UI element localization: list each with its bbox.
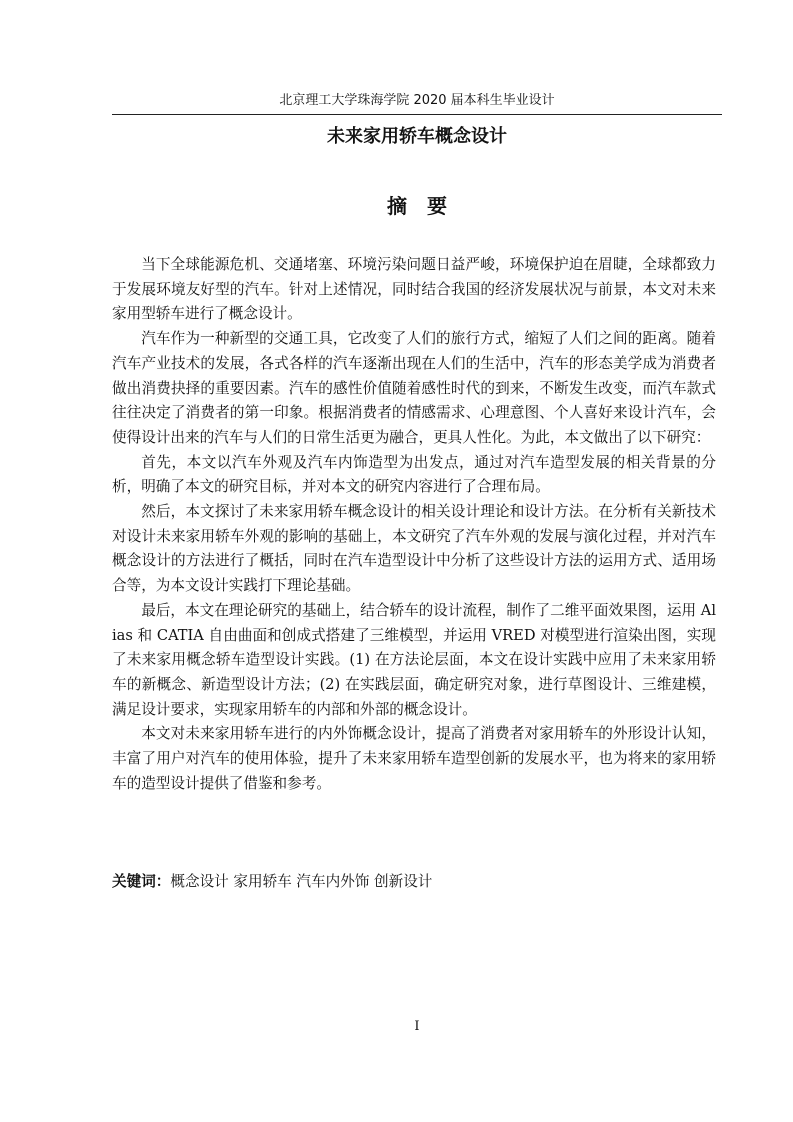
abstract-paragraph: 本文对未来家用轿车进行的内外饰概念设计，提高了消费者对家用轿车的外形设计认知，丰富了用户对汽车的使用体验，提升了未来家用轿车造型创新的发展水平，也为将来的家用轿车的造型设计提供了借鉴和参考。 [112,725,716,792]
abstract-paragraph: 首先，本文以汽车外观及汽车内饰造型为出发点，通过对汽车造型发展的相关背景的分析，明确了本文的研究目标，并对本文的研究内容进行了合理布局。 [112,453,716,496]
abstract-paragraph: 最后，本文在理论研究的基础上，结合轿车的设计流程，制作了二维平面效果图，运用 Alias 和 CATIA 自由曲面和创成式搭建了三维模型，并运用 VRED 对模型进行渲染出图，实现了未来家用概念轿车造型设计实践。(1) 在方法论层面，本文在设计实践中应用了未来家用轿车的新概念、新造型设计方法；(2) 在实践层面，确定研究对象，进行草图设计、三维建模，满足设计要求，实现家用轿车的内部和外部的概念设计。 [112,601,716,718]
header-divider [112,114,722,115]
running-header: 北京理工大学珠海学院 2020 届本科生毕业设计 [279,93,555,108]
keywords-line [112,870,716,894]
page-number: I [414,1019,420,1034]
abstract-paragraph: 当下全球能源危机、交通堵塞、环境污染问题日益严峻，环境保护迫在眉睫，全球都致力于发展环境友好型的汽车。针对上述情况，同时结合我国的经济发展状况与前景，本文对未来家用型轿车进行了概念设计。 [112,256,716,323]
keywords-label: 关键词： [112,873,171,890]
thesis-title: 未来家用轿车概念设计 [327,126,507,147]
keywords-terms: 概念设计 家用轿车 汽车内外饰 创新设计 [170,873,433,890]
abstract-heading: 摘要 [387,194,467,218]
abstract-paragraph: 然后，本文探讨了未来家用轿车概念设计的相关设计理论和设计方法。在分析有关新技术对设计未来家用轿车外观的影响的基础上，本文研究了汽车外观的发展与演化过程，并对汽车概念设计的方法进行了概括，同时在汽车造型设计中分析了这些设计方法的运用方式、适用场合等，为本文设计实践打下理论基础。 [112,503,716,595]
abstract-body [112,253,716,796]
abstract-paragraph: 汽车作为一种新型的交通工具，它改变了人们的旅行方式，缩短了人们之间的距离。随着汽车产业技术的发展，各式各样的汽车逐渐出现在人们的生活中，汽车的形态美学成为消费者做出消费抉择的重要因素。汽车的感性价值随着感性时代的到来，不断发生改变，而汽车款式往往决定了消费者的第一印象。根据消费者的情感需求、心理意图、个人喜好来设计汽车，会使得设计出来的汽车与人们的日常生活更为融合，更具人性化。为此，本文做出了以下研究： [112,330,716,446]
